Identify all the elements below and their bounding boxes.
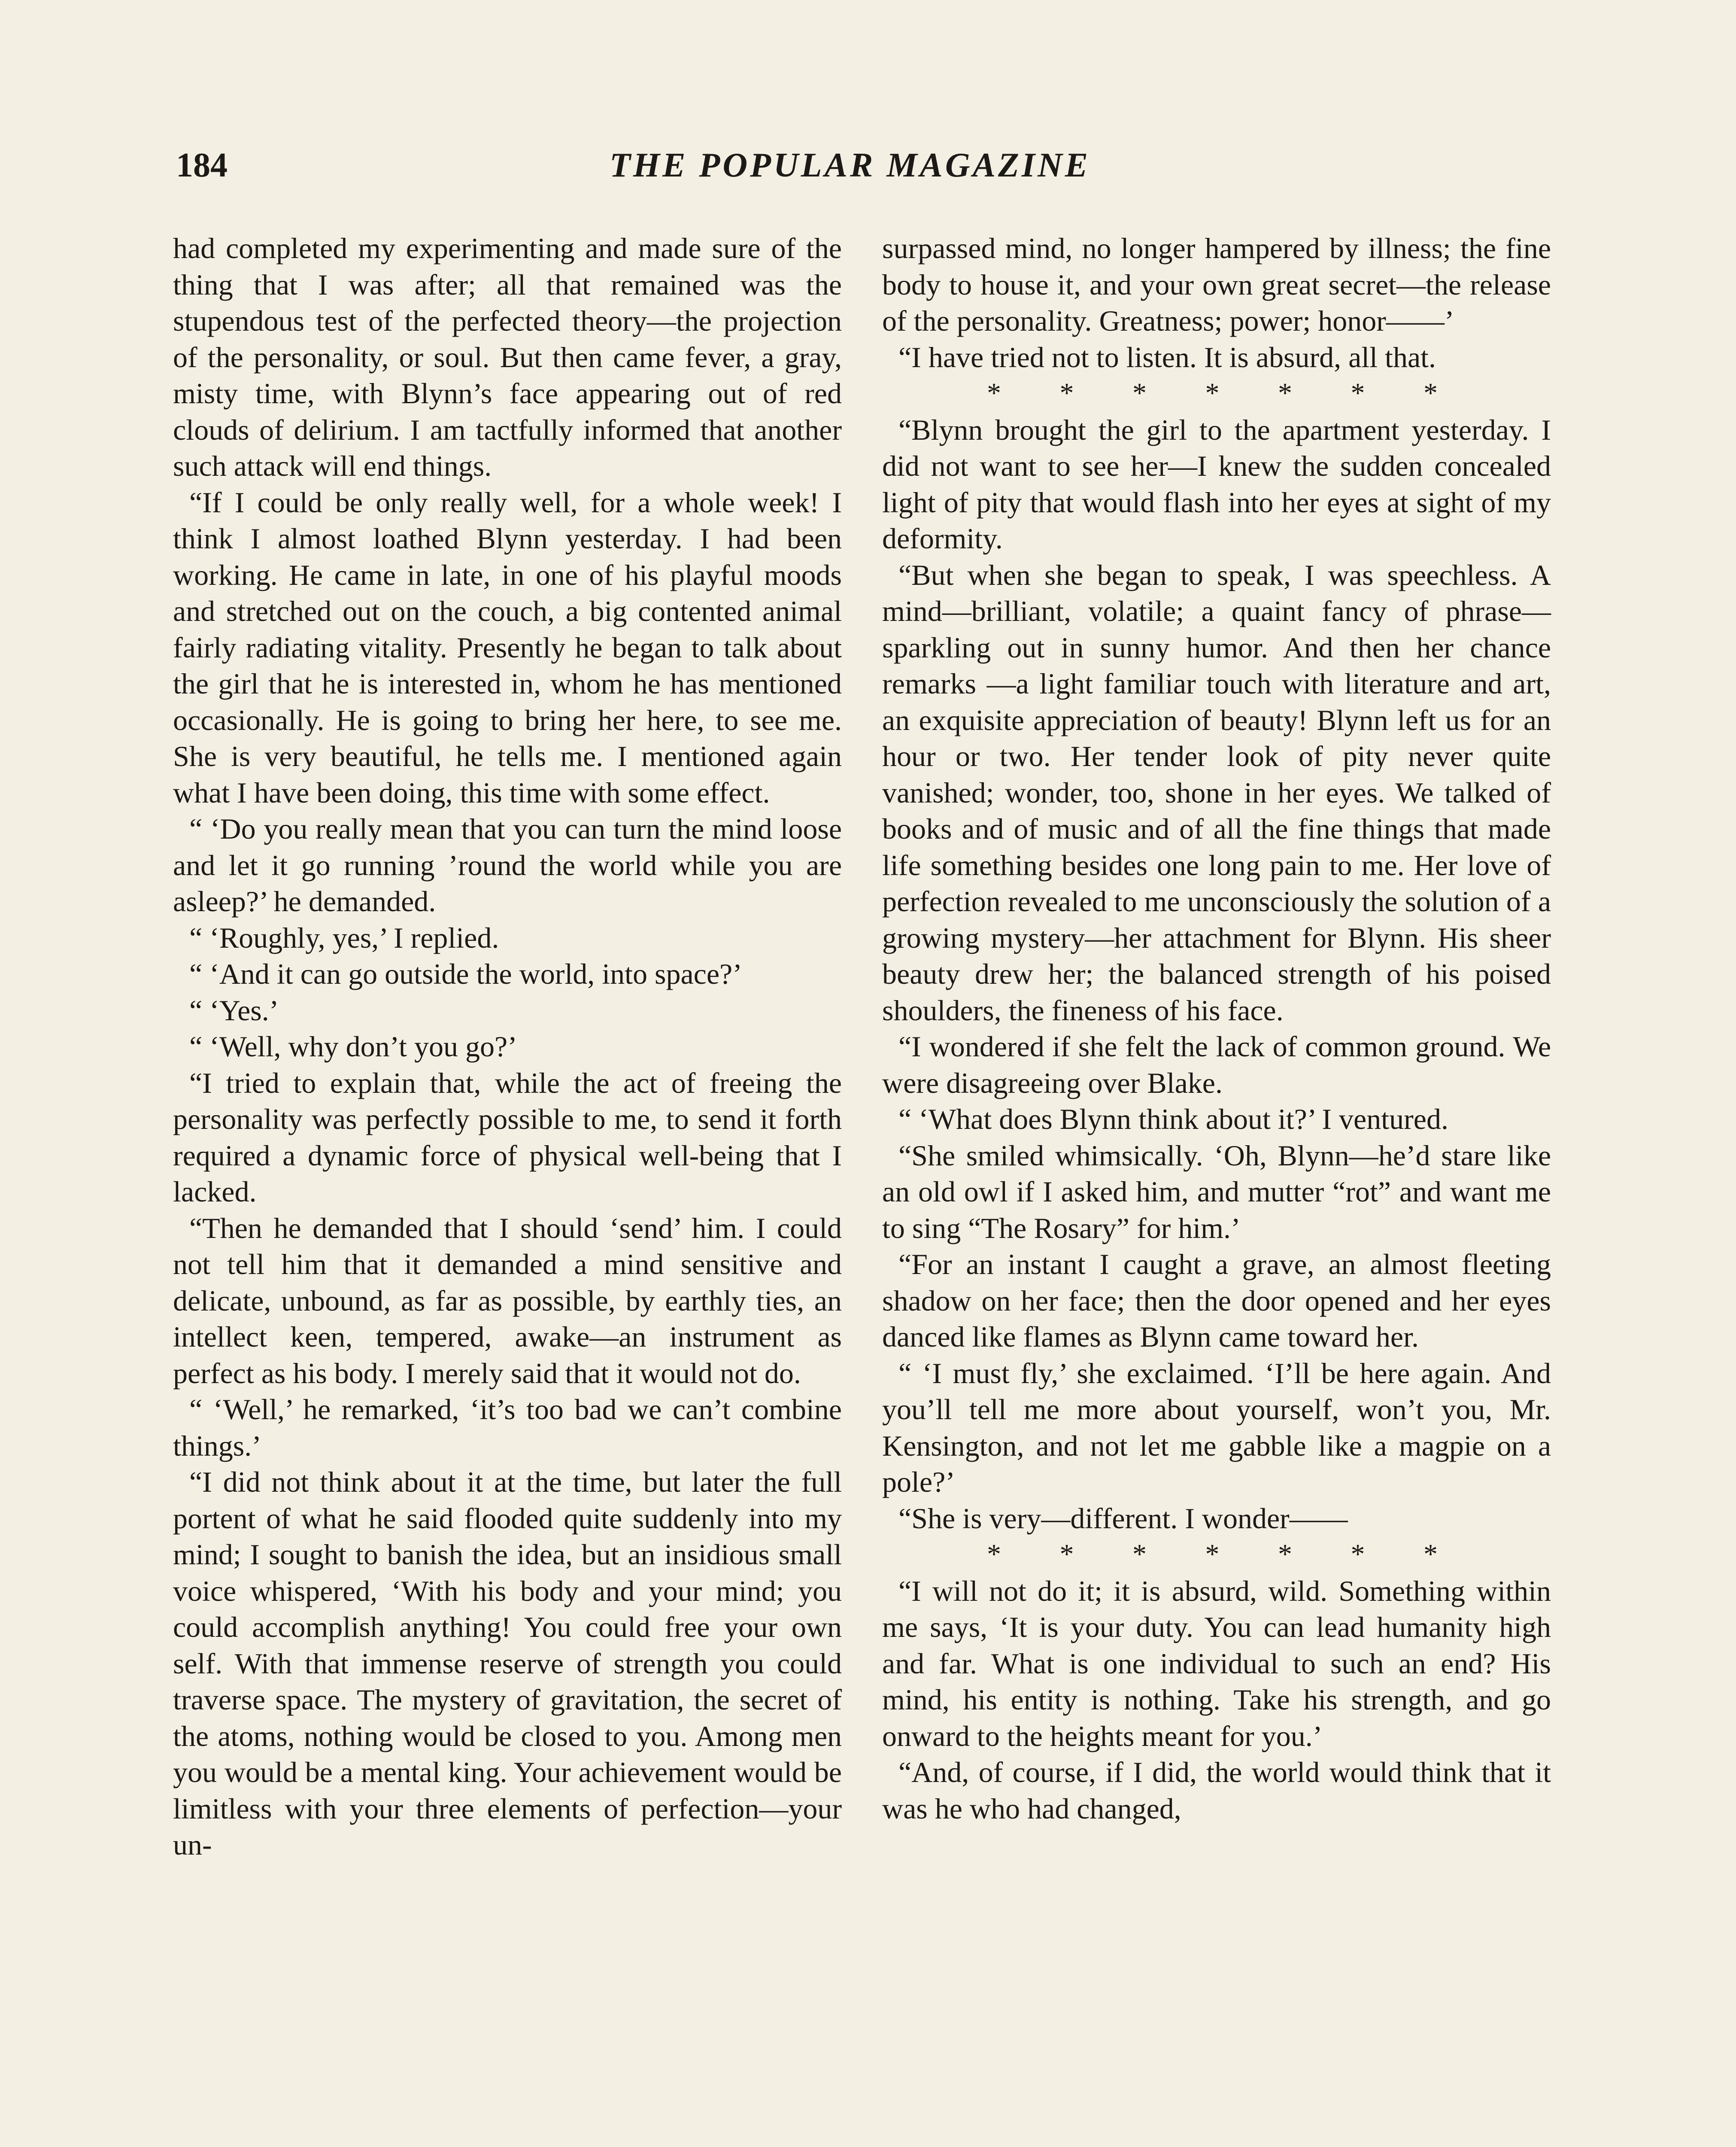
paragraph: “ ‘Do you really mean that you can turn the mind loose and let it go running ’round the world while you are asleep?’ he demanded. xyxy=(173,812,842,918)
paragraph: “ ‘What does Blynn think about it?’ I ventured. xyxy=(898,1103,1448,1135)
paragraph: “ ‘Yes.’ xyxy=(189,994,279,1027)
right-column xyxy=(882,230,1551,1827)
paragraph: “Blynn brought the girl to the apartment yesterday. I did not want to see her—I knew the sudden concealed light of pity that would flash into her eyes at sight of my deformity. xyxy=(882,413,1551,555)
page-number: 184 xyxy=(176,146,228,184)
paragraph: “I tried to explain that, while the act of freeing the personality was perfectly possible to me, to send it forth required a dynamic force of physical well-being that I lacked. xyxy=(173,1066,842,1208)
paragraph: “ ‘Roughly, yes,’ I replied. xyxy=(189,921,499,954)
paragraph: “But when she began to speak, I was speechless. A mind—brilliant, volatile; a quaint fancy of phrase—sparkling out in sunny humor. And then her chance remarks —a light familiar touch with literature and art, an exquisite appreciation of beauty! Blynn left us for an hour or two. Her tender look of pity never quite vanished; wonder, too, shone in her eyes. We talked of books and of music and of all the fine things that made life something besides one long pain to me. Her love of perfection revealed to me unconsciously the solution of a growing mystery—her attachment for Blynn. His sheer beauty drew her; the balanced strength of his poised shoulders, the fineness of his face. xyxy=(882,558,1551,1027)
paragraph: “I wondered if she felt the lack of common ground. We were disagreeing over Blake. xyxy=(882,1030,1551,1099)
paragraph: “If I could be only really well, for a whole week! I think I almost loathed Blynn yesterday. I had been working. He came in late, in one of his playful moods and stretched out on the couch, a big contented animal fairly radiating vitality. Presently he began to talk about the girl that he is interested in, whom he has mentioned occasionally. He is going to bring her here, to see me. She is very beautiful, he tells me. I mentioned again what I have been doing, this time with some effect. xyxy=(173,486,842,809)
paragraph: “For an instant I caught a grave, an almost fleeting shadow on her face; then the door opened and her eyes danced like flames as Blynn came toward her. xyxy=(882,1248,1551,1353)
paragraph: “ ‘And it can go outside the world, into space?’ xyxy=(189,958,742,990)
left-column xyxy=(173,230,842,1863)
paragraph: “I will not do it; it is absurd, wild. Something within me says, ‘It is your duty. You can lead humanity high and far. What is one individual to such an end? His mind, his entity is nothing. Take his strength, and go onward to the heights meant for you.’ xyxy=(882,1574,1551,1752)
paragraph: surpassed mind, no longer hampered by illness; the fine body to house it, and your own great secret—the release of the personality. Greatness; power; honor——’ xyxy=(882,232,1551,337)
paragraph: “She smiled whimsically. ‘Oh, Blynn—he’d stare like an old owl if I asked him, and mutter “rot” and want me to sing “The Rosary” for him.’ xyxy=(882,1139,1551,1244)
section-separator: * * * * * * * xyxy=(987,1539,1463,1570)
running-head: THE POPULAR MAGAZINE xyxy=(610,146,1091,184)
paragraph: “I have tried not to listen. It is absurd, all that. xyxy=(898,341,1436,374)
paragraph: “I did not think about it at the time, but later the full portent of what he said flooded quite suddenly into my mind; I sought to banish the idea, but an insidious small voice whispered, ‘With his body and your mind; you could accomplish anything! You could free your own self. With that immense reserve of strength you could traverse space. The mystery of gravitation, the secret of the atoms, nothing would be closed to you. Among men you would be a mental king. Your achievement would be limitless with your three elements of perfection—your un- xyxy=(173,1466,842,1861)
paragraph: had completed my experimenting and made sure of the thing that I was after; all that remained was the stupendous test of the perfected theory—the projection of the personality, or soul. But then came fever, a gray, misty time, with Blynn’s face appearing out of red clouds of delirium. I am tactfully informed that another such attack will end things. xyxy=(173,232,842,482)
paragraph: “Then he demanded that I should ‘send’ him. I could not tell him that it demanded a mind sensitive and delicate, unbound, as far as possible, by earthly ties, an intellect keen, tempered, awake—an instrument as perfect as his body. I merely said that it would not do. xyxy=(173,1211,842,1390)
paragraph: “ ‘Well,’ he remarked, ‘it’s too bad we can’t combine things.’ xyxy=(173,1393,842,1462)
paragraph: “ ‘I must fly,’ she exclaimed. ‘I’ll be here again. And you’ll tell me more about yourself, won’t you, Mr. Kensington, and not let me gabble like a magpie on a pole?’ xyxy=(882,1356,1551,1498)
section-separator: * * * * * * * xyxy=(987,377,1463,409)
paragraph: “She is very—different. I wonder—— xyxy=(898,1502,1348,1535)
paragraph: “ ‘Well, why don’t you go?’ xyxy=(189,1030,517,1063)
paragraph: “And, of course, if I did, the world would think that it was he who had changed, xyxy=(882,1756,1551,1825)
